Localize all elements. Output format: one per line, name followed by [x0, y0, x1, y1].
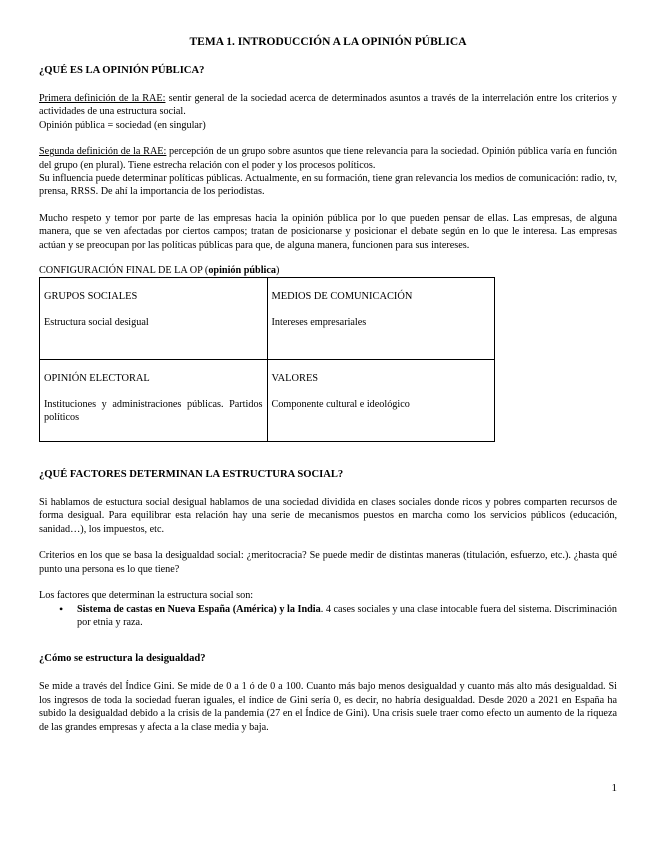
section-heading-opinion: ¿QUÉ ES LA OPINIÓN PÚBLICA?	[39, 65, 205, 76]
cell-body: Componente cultural e ideológico	[271, 399, 410, 411]
table-cell-valores	[267, 360, 495, 442]
cell-header: GRUPOS SOCIALES	[44, 291, 138, 303]
op-configuration-table	[39, 277, 495, 442]
list-item-text: . 4 cases sociales y una clase intocable fuera del sistema. Discriminación por etnia y raza.	[77, 603, 617, 628]
table-cell-medios	[267, 278, 495, 360]
cell-body: Estructura social desigual	[44, 317, 149, 329]
cell-header: VALORES	[271, 373, 319, 385]
paragraph-def2-line2: Su influencia puede determinar políticas públicas. Actualmente, en su formación, tiene gran relevancia los medios de comunicación: radio, tv, prensa, RRSS. De ahí la importancia de los periodistas.	[39, 173, 617, 198]
def2-text: percepción de un grupo sobre asuntos que tiene relevancia para la sociedad. Opinión pública varía en función del grupo (en plural). Tiene estrecha relación con el poder y los procesos políticos.	[39, 146, 617, 171]
def1-label: Primera definición de la RAE:	[39, 93, 166, 104]
list-item-bold: Sistema de castas en Nueva España (América) y la India	[77, 603, 321, 615]
cell-header: OPINIÓN ELECTORAL	[44, 373, 150, 385]
def1-text: sentir general de la sociedad acerca de determinados asuntos a través de la interrelación entre los criterios y actividades de una estructura social.	[39, 93, 617, 118]
paragraph-estructura: Si hablamos de estuctura social desigual hablamos de una sociedad dividida en clases sociales donde ricos y pobres comparten recursos de forma desigual. Para equilibrar esta relación hay una serie de mecanismos puestos en marcha como los servicios públicos (educación, sanidad…), los impuestos, etc.	[39, 497, 617, 535]
cell-header: MEDIOS DE COMUNICACIÓN	[271, 291, 413, 303]
paragraph-def1-line2: Opinión pública = sociedad (en singular)	[39, 119, 206, 131]
def2-label: Segunda definición de la RAE:	[39, 146, 167, 158]
table-cell-grupos	[40, 278, 268, 360]
table-cell-opinion-electoral	[40, 360, 268, 442]
document-page	[39, 36, 617, 734]
page-title: TEMA 1. INTRODUCCIÓN A LA OPINIÓN PÚBLICA	[189, 36, 467, 48]
table-caption: CONFIGURACIÓN FINAL DE LA OP (opinión pública)	[39, 265, 280, 277]
page-number: 1	[611, 782, 617, 794]
cell-body: Intereses empresariales	[271, 317, 367, 329]
paragraph-companies: Mucho respeto y temor por parte de las empresas hacia la opinión pública por lo que pueden pensar de ellas. Las empresas, de alguna manera, que se ven afectadas por ciertos campos; tratan de posicionarse y posicionar el debate según en lo que le interesa. Las empresas actúan y se preocupan por las políticas públicas para que, de alguna manera, funcionen para sus intereses.	[39, 212, 617, 251]
paragraph-criterios: Criterios en los que se basa la desigualdad social: ¿meritocracia? Se puede medir de distintas maneras (titulación, esfuerzo, etc.). ¿hasta qué punto una persona es lo que tiene?	[39, 550, 617, 575]
list-item	[77, 603, 617, 630]
section-heading-factores: ¿QUÉ FACTORES DETERMINAN LA ESTRUCTURA SOCIAL?	[39, 469, 344, 481]
paragraph-factores-intro: Los factores que determinan la estructura social son:	[39, 590, 254, 602]
section-heading-desigualdad: ¿Cómo se estructura la desigualdad?	[39, 653, 206, 665]
paragraph-def2	[39, 145, 617, 172]
cell-body: Instituciones y administraciones públicas. Partidos políticos	[44, 399, 263, 424]
paragraph-def1	[39, 92, 617, 119]
paragraph-gini: Se mide a través del Índice Gini. Se mide de 0 a 1 ó de 0 a 100. Cuanto más bajo menos desigualdad y cuanto más alto más desigualdad. Si los ingresos de toda la sociedad fueran iguales, el índice de Gini sería 0, es decir, no habría desigualdad. Desde 2020 a 2021 en España ha subido la desigualdad debido a la crisis de la pandemia (27 en el Índice de Gini). Una crisis suele traer como efecto un aumento de la riqueza de las grandes empresas y afecta a la clase media y baja.	[39, 681, 617, 733]
caption-bold: opinión pública	[208, 265, 276, 277]
factores-list	[39, 603, 617, 630]
